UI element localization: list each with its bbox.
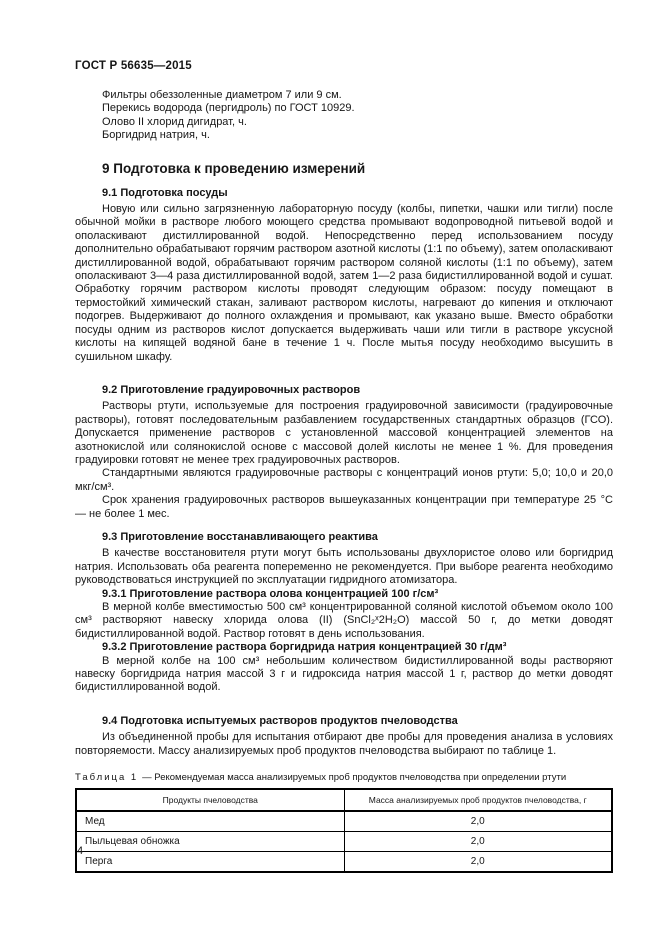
table-row <box>76 852 612 873</box>
paragraph-9-3-2: В мерной колбе на 100 см³ небольшим количеством бидистиллированной воды растворяют навеску боргидрида натрия массой 3 г и гидроксида натрия массой 1 г, раствор до метки доводят бидистиллированной водой. <box>75 654 613 694</box>
table-1-body <box>76 811 612 872</box>
section-9-3-2-heading: 9.3.2 Приготовление раствора боргидрида натрия концентрацией 30 г/дм³ <box>102 641 507 654</box>
page-number: 4 <box>77 845 84 857</box>
paragraph-9-2-b: Стандартными являются градуировочные растворы с концентраций ионов ртути: 5,0; 10,0 и 20,0 мкг/см³. <box>75 467 613 493</box>
table-caption-label: Таблица 1 <box>75 772 139 784</box>
paragraph-9-3-1: В мерной колбе вместимостью 500 см³ концентрированной соляной кислотой объемом около 100 см³ растворяют навеску хлорида олова (II) (SnCl₂ˣ2H₂O) массой 50 г, до метки доводят бидистиллированной водой. Раствор готовят в день использования. <box>75 601 613 640</box>
paragraph-9-1: Новую или сильно загрязненную лабораторную посуду (колбы, пипетки, чашки или тигли) после обычной мойки в растворе любого моющего средства промывают водопроводной питьевой водой и ополаскивают дистиллированной водой. Непосредственно перед использованием посуду дополнительно обрабатывают горячим раствором азотной кислоты (1:1 по объему), затем ополаскивают дистиллированной водой, обрабатывают горячим раствором соляной кислоты (1:1 по объему), затем ополаскивают 3—4 раза дистиллированной водой, затем 1—2 раза бидистиллированной водой и сушат. Обработку горячим раствором кислоты проводят следующим образом: посуду помещают в термостойкий химический стакан, заливают раствором кислоты, нагревают до кипения и отключают подогрев. Выдерживают до полного охлаждения и промывают, как указано выше. Вместо обработки посуды одним из растворов кислот допускается выдерживать чаши или тигли в растворе уксусной кислоты на кипящей водяной бане в течение 1 ч. После мытья посуду необходимо высушить в сушильном шкафу. <box>75 203 613 363</box>
paragraph-9-2-c: Срок хранения градуировочных растворов вышеуказанных концентрации при температуре 25 °С — не более 1 мес. <box>75 494 613 520</box>
paragraph-9-4: Из объединенной пробы для испытания отбирают две пробы для проведения анализа в условиях повторяемости. Массу анализируемых проб продуктов пчеловодства выбирают по таблице 1. <box>75 731 613 757</box>
cell-mass: 2,0 <box>344 832 612 852</box>
table-caption <box>75 772 613 784</box>
section-9-3-1-heading: 9.3.1 Приготовление раствора олова концентрацией 100 г/см³ <box>102 587 439 600</box>
table-1-header <box>76 789 612 811</box>
reagent-line: Фильтры обеззоленные диаметром 7 или 9 см. <box>102 89 342 101</box>
cell-mass: 2,0 <box>344 852 612 873</box>
column-header-mass: Масса анализируемых проб продуктов пчеловодства, г <box>344 789 612 811</box>
table-row <box>76 811 612 832</box>
table-caption-text: — Рекомендуемая масса анализируемых проб продуктов пчеловодства при определении ртути <box>142 772 567 784</box>
section-9-heading: 9 Подготовка к проведению измерений <box>102 160 366 176</box>
table-row <box>76 832 612 852</box>
paragraph-9-2-a: Растворы ртути, используемые для построения градуировочной зависимости (градуировочные растворы), готовят последовательным разбавлением государственных стандартных образцов (ГСО). Допускается применение растворов с установленной массовой концентрацией элементов на азотнокислой или солянокислой основе с массовой долей кислоты не менее 1 %. Для проведения градуировки готовят не менее трех градуировочных растворов. <box>75 400 613 466</box>
reagent-line: Боргидрид натрия, ч. <box>102 129 210 142</box>
paragraph-9-3: В качестве восстановителя ртути могут быть использованы двухлористое олово или боргидрид натрия. Использовать оба реагента попеременно не рекомендуется. При выборе реагента необходимо руководствоваться инструкцией по эксплуатации гидридного атомизатора. <box>75 547 613 587</box>
table-header-row <box>76 789 612 811</box>
cell-product: Перга <box>76 852 344 873</box>
column-header-products: Продукты пчеловодства <box>76 789 344 811</box>
section-9-1-heading: 9.1 Подготовка посуды <box>102 186 228 199</box>
page-content <box>75 89 613 873</box>
reagent-line: Перекись водорода (пергидроль) по ГОСТ 10929. <box>102 102 355 115</box>
cell-product: Пыльцевая обножка <box>76 832 344 852</box>
cell-mass: 2,0 <box>344 811 612 832</box>
reagents-list <box>75 89 613 143</box>
document-header: ГОСТ Р 56635—2015 <box>75 60 192 72</box>
table-1 <box>75 788 613 873</box>
section-9-2-heading: 9.2 Приготовление градуировочных растворов <box>102 383 361 396</box>
cell-product: Мед <box>76 811 344 832</box>
section-9-4-heading: 9.4 Подготовка испытуемых растворов продуктов пчеловодства <box>102 714 458 727</box>
reagent-line: Олово II хлорид дигидрат, ч. <box>102 115 247 128</box>
section-9-3-heading: 9.3 Приготовление восстанавливающего реактива <box>102 530 378 543</box>
